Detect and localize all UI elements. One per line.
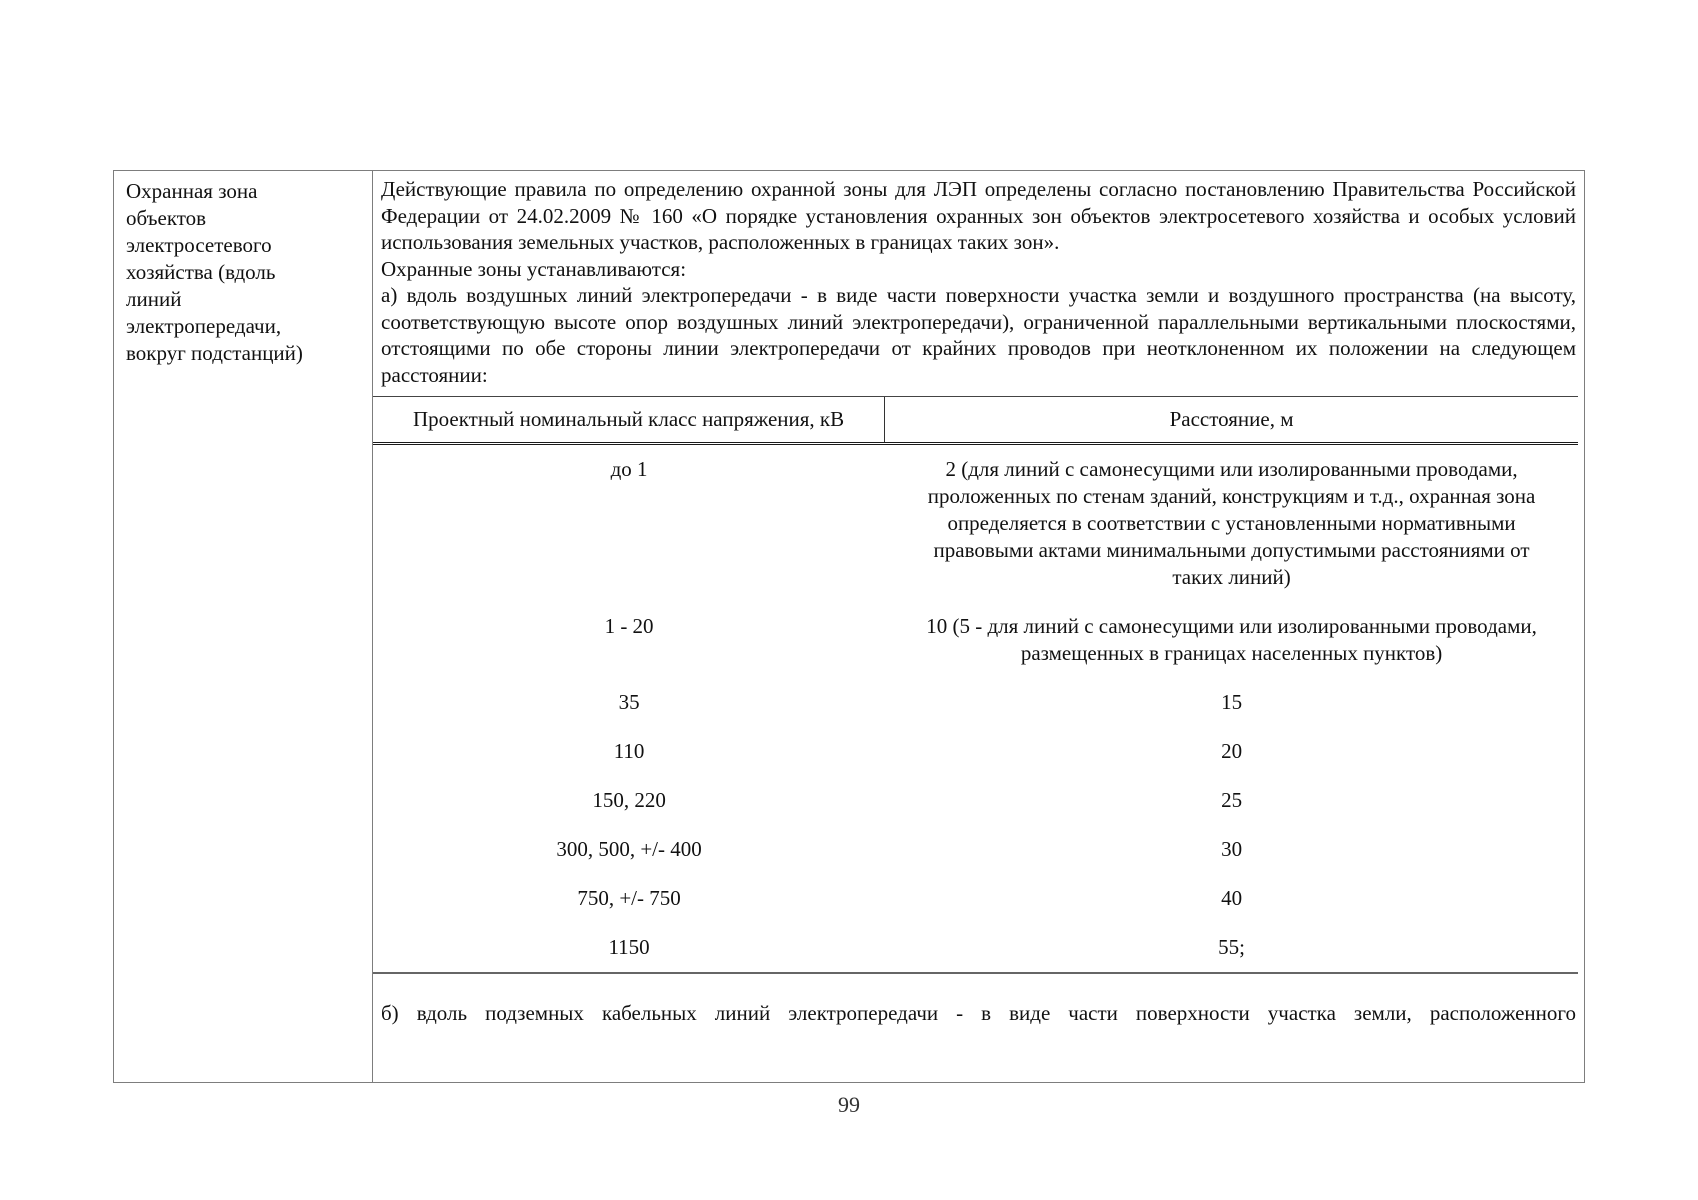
table-row [373,445,1578,602]
column-header-distance: Расстояние, м [1169,407,1294,431]
voltage-distance-rows [373,445,1578,972]
voltage-value: 35 [618,690,640,714]
paragraph-overhead-lines: а) вдоль воздушных линий электропередачи - в виде части поверхности участка земли и воздушного пространства (на высоту, соответствующую высоте опор воздушных линий электропередачи), ограниченной параллельными вертикальными плоскостями, отстоящими по обе стороны линии электропередачи от крайних проводов при неотклоненном их положении на следующем расстоянии: [381,283,1576,387]
page-number: 99 [838,1092,860,1117]
table-row [373,923,1578,972]
table-row [373,678,1578,727]
distance-value: 40 [1221,886,1243,910]
voltage-value: 110 [613,739,645,763]
table-row [373,602,1578,678]
distance-value: 25 [1221,788,1243,812]
distance-value: 30 [1221,837,1243,861]
zone-name-cell [114,171,373,1082]
column-header-voltage-class-text: Проектный номинальный класс напряжения, кВ [412,407,845,431]
voltage-distance-table [373,396,1578,974]
paragraph-rules: Действующие правила по определению охранной зоны для ЛЭП определены согласно постановлению Правительства Российской Федерации от 24.02.2009 № 160 «О порядке установления охранных зон объектов электросетевого хозяйства и особых условий использования земельных участков, расположенных в границах таких зон». [381,177,1576,254]
protection-zone-table [113,170,1585,1083]
voltage-distance-header-row [373,397,1578,445]
distance-value: 20 [1221,739,1243,763]
voltage-value: 750, +/- 750 [577,886,681,910]
voltage-value: 150, 220 [592,788,666,812]
table-row [373,874,1578,923]
distance-value: 55; [1218,935,1245,959]
table-row [373,727,1578,776]
distance-value: 10 (5 - для линий с самонесущими или изолированными проводами, размещенных в границах населенных пунктов) [926,614,1537,665]
voltage-value: до 1 [610,457,648,481]
zone-name-text: Охранная зона объектов электросетевого хозяйства (вдоль линий электропередачи, вокруг подстанций) [126,179,303,365]
paragraph-zones-established: Охранные зоны устанавливаются: [381,256,687,281]
distance-value: 2 (для линий с самонесущими или изолированными проводами, проложенных по стенам зданий, конструкциям и т.д., охранная зона определяется в соответствии с установленными нормативными правовыми актами минимальными допустимыми расстояниями от таких линий) [927,457,1536,589]
zone-description-cell [373,171,1584,1082]
table-row [373,825,1578,874]
voltage-value: 1150 [608,935,650,959]
voltage-value: 300, 500, +/- 400 [556,837,702,861]
table-row [373,776,1578,825]
paragraph-underground-lines: б) вдоль подземных кабельных линий электропередачи - в виде части поверхности участка земли, расположенного [381,1001,1576,1025]
distance-value: 15 [1221,690,1243,714]
column-header-voltage-class [373,397,885,442]
voltage-value: 1 - 20 [604,614,654,638]
